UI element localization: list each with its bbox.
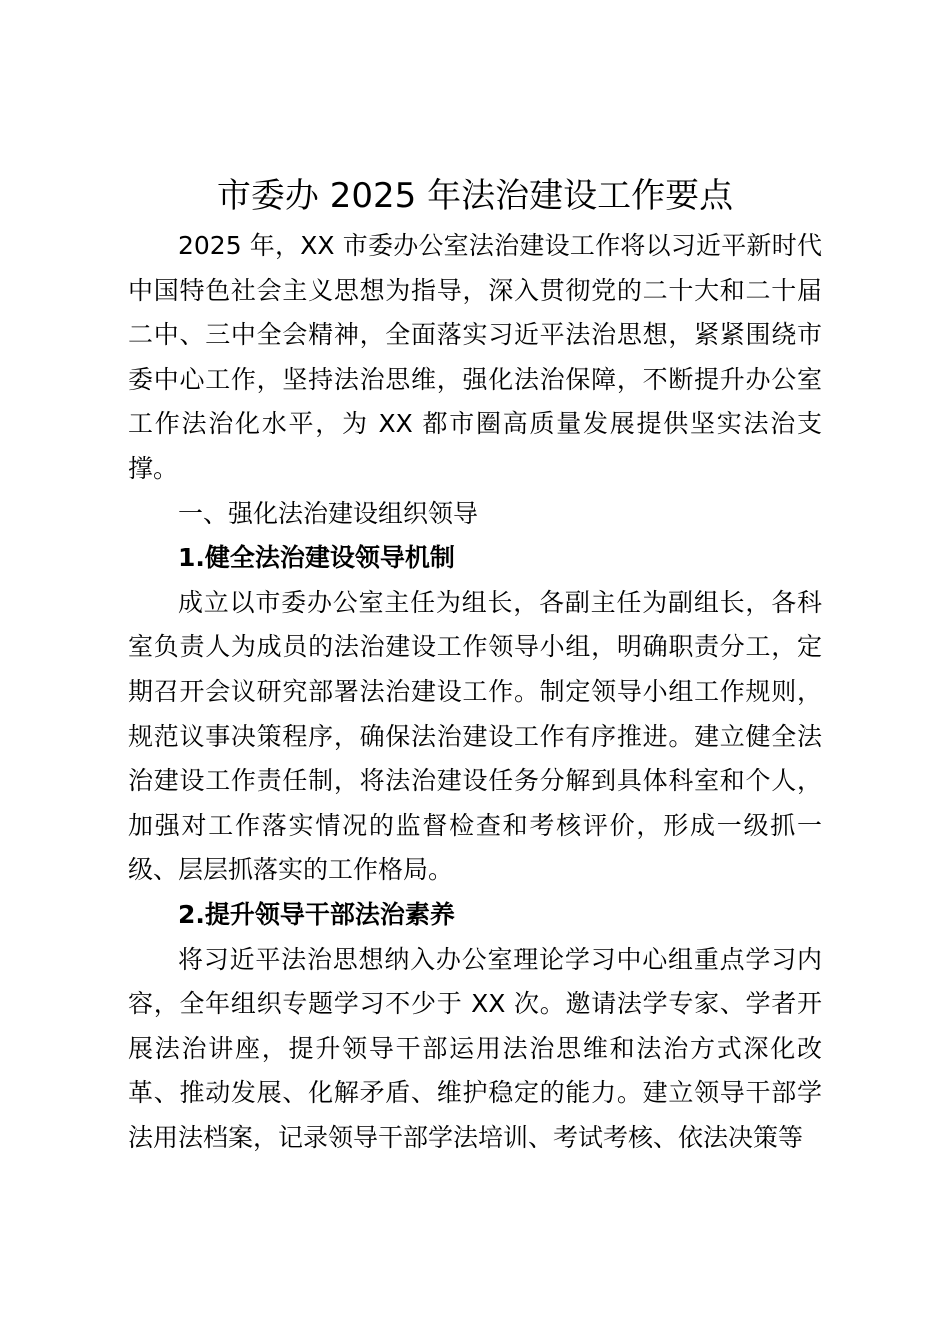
item-paragraph-1: 成立以市委办公室主任为组长，各副主任为副组长，各科室负责人为成员的法治建设工作领导小组，明确职责分工，定期召开会议研究部署法治建设工作。制定领导小组工作规则，规范议事决策程序，确保法治建设工作有序推进。建立健全法治建设工作责任制，将法治建设任务分解到具体科室和个人，加强对工作落实情况的监督检查和考核评价，形成一级抓一级、层层抓落实的工作格局。 — [128, 587, 822, 885]
document-body — [128, 224, 822, 1160]
item-heading-2: 2.提升领导干部法治素养 — [178, 899, 455, 929]
document-title: 市委办 2025 年法治建设工作要点 — [216, 176, 734, 216]
item-paragraph-2: 将习近平法治思想纳入办公室理论学习中心组重点学习内容，全年组织专题学习不少于 XX 次。邀请法学专家、学者开展法治讲座，提升领导干部运用法治思维和法治方式深化改革、推动发展、化解矛盾、维护稳定的能力。建立领导干部学法用法档案，记录领导干部学法培训、考试考核、依法决策等 — [128, 944, 822, 1152]
intro-paragraph: 2025 年，XX 市委办公室法治建设工作将以习近平新时代中国特色社会主义思想为指导，深入贯彻党的二十大和二十届二中、三中全会精神，全面落实习近平法治思想，紧紧围绕市委中心工作，坚持法治思维，强化法治保障，不断提升办公室工作法治化水平，为 XX 都市圈高质量发展提供坚实法治支撑。 — [128, 231, 822, 483]
section-heading-1: 一、强化法治建设组织领导 — [178, 498, 479, 528]
item-heading-1: 1.健全法治建设领导机制 — [178, 543, 455, 573]
